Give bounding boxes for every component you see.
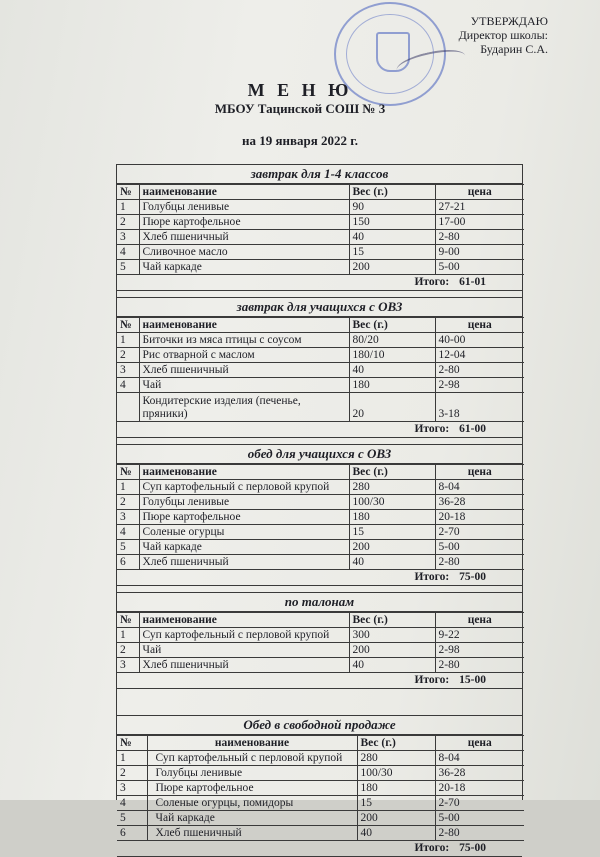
approval-position: Директор школы:: [458, 28, 548, 42]
total-value: 61-01: [459, 276, 486, 288]
table-row: [117, 826, 524, 841]
column-header-name: наименование: [147, 736, 357, 751]
cell-name: Хлеб пшеничный: [139, 658, 349, 673]
cell-weight: 280: [349, 480, 435, 495]
section-total: [117, 673, 522, 689]
table-header-row: [117, 465, 524, 480]
section-title: Обед в свободной продаже: [117, 716, 522, 735]
section-table: [117, 317, 524, 422]
table-row: [117, 363, 524, 378]
cell-weight: 20: [349, 393, 435, 422]
cell-price: 2-80: [435, 230, 524, 245]
table-row: [117, 781, 524, 796]
column-header-weight: Вес (г.): [349, 185, 435, 200]
cell-name: Чай: [139, 378, 349, 393]
table-row: [117, 215, 524, 230]
cell-num: 4: [117, 525, 139, 540]
cell-num: 3: [117, 363, 139, 378]
column-header-price: цена: [435, 613, 524, 628]
cell-name: Хлеб пшеничный: [147, 826, 357, 841]
cell-weight: 180/10: [349, 348, 435, 363]
cell-price: 2-70: [435, 525, 524, 540]
cell-price: 20-18: [435, 781, 524, 796]
cell-weight: 40: [349, 363, 435, 378]
cell-name: Хлеб пшеничный: [139, 363, 349, 378]
section-total: [117, 422, 522, 438]
cell-name: Рис отварной с маслом: [139, 348, 349, 363]
cell-weight: 15: [357, 796, 435, 811]
table-row: [117, 540, 524, 555]
section-table: [117, 464, 524, 570]
total-label: Итого:: [414, 674, 450, 686]
table-row: [117, 555, 524, 570]
table-row: [117, 796, 524, 811]
table-row: [117, 230, 524, 245]
section-spacer: [117, 689, 522, 716]
cell-price: 36-28: [435, 495, 524, 510]
cell-weight: 40: [357, 826, 435, 841]
section-title: по талонам: [117, 593, 522, 612]
table-row: [117, 658, 524, 673]
table-header-row: [117, 185, 524, 200]
section-spacer: [117, 438, 522, 445]
cell-weight: 40: [349, 230, 435, 245]
table-row: [117, 200, 524, 215]
section-total: [117, 275, 522, 291]
cell-num: 2: [117, 215, 139, 230]
cell-weight: 40: [349, 658, 435, 673]
cell-num: 5: [117, 260, 139, 275]
cell-weight: 180: [349, 378, 435, 393]
cell-name: Суп картофельный с перловой крупой: [147, 751, 357, 766]
table-row: [117, 333, 524, 348]
cell-num: 3: [117, 510, 139, 525]
cell-weight: 300: [349, 628, 435, 643]
table-row: [117, 378, 524, 393]
cell-weight: 90: [349, 200, 435, 215]
cell-name: Чай каркаде: [139, 540, 349, 555]
cell-num: 1: [117, 751, 147, 766]
column-header-price: цена: [435, 318, 524, 333]
approval-heading: УТВЕРЖДАЮ: [470, 14, 548, 28]
cell-price: 2-98: [435, 643, 524, 658]
table-header-row: [117, 736, 524, 751]
cell-num: [117, 393, 139, 422]
cell-price: 17-00: [435, 215, 524, 230]
total-value: 61-00: [459, 423, 486, 435]
column-header-weight: Вес (г.): [349, 318, 435, 333]
section-title: обед для учащихся с ОВЗ: [117, 445, 522, 464]
table-row: [117, 811, 524, 826]
column-header-num: №: [117, 318, 139, 333]
table-row: [117, 628, 524, 643]
cell-weight: 200: [349, 643, 435, 658]
cell-name: Чай каркаде: [147, 811, 357, 826]
column-header-weight: Вес (г.): [357, 736, 435, 751]
cell-num: 2: [117, 495, 139, 510]
column-header-weight: Вес (г.): [349, 613, 435, 628]
total-value: 15-00: [459, 674, 486, 686]
cell-name: Пюре картофельное: [147, 781, 357, 796]
cell-price: 5-00: [435, 260, 524, 275]
cell-name: Пюре картофельное: [139, 215, 349, 230]
cell-weight: 15: [349, 245, 435, 260]
approval-block: [459, 14, 548, 56]
cell-price: 8-04: [435, 480, 524, 495]
cell-price: 12-04: [435, 348, 524, 363]
section-title: завтрак для 1-4 классов: [117, 165, 522, 184]
cell-price: 27-21: [435, 200, 524, 215]
school-name: МБОУ Тацинской СОШ № 3: [214, 101, 386, 116]
table-row: [117, 245, 524, 260]
approval-name: Бударин С.А.: [480, 42, 548, 56]
cell-name: Голубцы ленивые: [139, 495, 349, 510]
total-value: 75-00: [459, 842, 486, 854]
column-header-num: №: [117, 465, 139, 480]
table-row: [117, 260, 524, 275]
column-header-name: наименование: [139, 185, 349, 200]
total-label: Итого:: [414, 571, 450, 583]
cell-price: 5-00: [435, 811, 524, 826]
cell-num: 1: [117, 200, 139, 215]
cell-weight: 200: [357, 811, 435, 826]
cell-price: 8-04: [435, 751, 524, 766]
cell-price: 2-80: [435, 555, 524, 570]
section-title: завтрак для учащихся с ОВЗ: [117, 298, 522, 317]
cell-price: 2-80: [435, 826, 524, 841]
cell-price: 9-22: [435, 628, 524, 643]
cell-num: 4: [117, 245, 139, 260]
cell-price: 20-18: [435, 510, 524, 525]
cell-num: 2: [117, 348, 139, 363]
cell-name: Пюре картофельное: [139, 510, 349, 525]
section-total: [117, 570, 522, 586]
cell-weight: 80/20: [349, 333, 435, 348]
column-header-price: цена: [435, 736, 524, 751]
cell-num: 3: [117, 781, 147, 796]
table-row: [117, 751, 524, 766]
cell-weight: 180: [357, 781, 435, 796]
column-header-weight: Вес (г.): [349, 465, 435, 480]
cell-name: Соленые огурцы, помидоры: [147, 796, 357, 811]
cell-name: Суп картофельный с перловой крупой: [139, 480, 349, 495]
table-row: [117, 480, 524, 495]
cell-name: Кондитерские изделия (печенье, пряники): [139, 393, 349, 422]
cell-num: 6: [117, 555, 139, 570]
cell-name: Хлеб пшеничный: [139, 230, 349, 245]
cell-price: 5-00: [435, 540, 524, 555]
cell-price: 2-80: [435, 658, 524, 673]
cell-num: 3: [117, 658, 139, 673]
total-value: 75-00: [459, 571, 486, 583]
emblem-icon: [376, 32, 410, 72]
cell-price: 40-00: [435, 333, 524, 348]
cell-weight: 180: [349, 510, 435, 525]
section-spacer: [117, 586, 522, 593]
signature: [394, 45, 467, 81]
table-row: [117, 393, 524, 422]
cell-num: 4: [117, 796, 147, 811]
column-header-num: №: [117, 736, 147, 751]
column-header-num: №: [117, 185, 139, 200]
cell-name: Сливочное масло: [139, 245, 349, 260]
cell-name: Чай каркаде: [139, 260, 349, 275]
cell-weight: 200: [349, 260, 435, 275]
page-title: М Е Н Ю: [247, 80, 353, 100]
cell-num: 6: [117, 826, 147, 841]
cell-weight: 200: [349, 540, 435, 555]
cell-weight: 100/30: [357, 766, 435, 781]
cell-num: 5: [117, 811, 147, 826]
cell-price: 3-18: [435, 393, 524, 422]
column-header-num: №: [117, 613, 139, 628]
section-total: [117, 841, 522, 857]
cell-weight: 100/30: [349, 495, 435, 510]
column-header-price: цена: [435, 185, 524, 200]
table-row: [117, 348, 524, 363]
column-header-price: цена: [435, 465, 524, 480]
table-row: [117, 510, 524, 525]
section-table: [117, 612, 524, 673]
column-header-name: наименование: [139, 613, 349, 628]
cell-price: 2-80: [435, 363, 524, 378]
cell-num: 1: [117, 480, 139, 495]
cell-price: 9-00: [435, 245, 524, 260]
cell-weight: 40: [349, 555, 435, 570]
menu-table: [116, 164, 523, 854]
cell-weight: 150: [349, 215, 435, 230]
section-table: [117, 184, 524, 275]
cell-num: 2: [117, 766, 147, 781]
table-header-row: [117, 613, 524, 628]
total-label: Итого:: [414, 842, 450, 854]
table-row: [117, 525, 524, 540]
cell-price: 2-70: [435, 796, 524, 811]
cell-price: 2-98: [435, 378, 524, 393]
section-spacer: [117, 291, 522, 298]
column-header-name: наименование: [139, 465, 349, 480]
table-row: [117, 495, 524, 510]
cell-name: Хлеб пшеничный: [139, 555, 349, 570]
cell-weight: 280: [357, 751, 435, 766]
cell-name: Соленые огурцы: [139, 525, 349, 540]
cell-num: 4: [117, 378, 139, 393]
cell-name: Голубцы ленивые: [139, 200, 349, 215]
cell-name: Биточки из мяса птицы с соусом: [139, 333, 349, 348]
cell-num: 2: [117, 643, 139, 658]
total-label: Итого:: [414, 423, 450, 435]
table-header-row: [117, 318, 524, 333]
cell-num: 1: [117, 628, 139, 643]
cell-num: 1: [117, 333, 139, 348]
cell-price: 36-28: [435, 766, 524, 781]
table-row: [117, 766, 524, 781]
cell-num: 3: [117, 230, 139, 245]
cell-name: Чай: [139, 643, 349, 658]
cell-weight: 15: [349, 525, 435, 540]
cell-num: 5: [117, 540, 139, 555]
cell-name: Суп картофельный с перловой крупой: [139, 628, 349, 643]
column-header-name: наименование: [139, 318, 349, 333]
table-row: [117, 643, 524, 658]
menu-date: на 19 января 2022 г.: [242, 133, 358, 148]
total-label: Итого:: [414, 276, 450, 288]
cell-name: Голубцы ленивые: [147, 766, 357, 781]
section-table: [117, 735, 524, 841]
